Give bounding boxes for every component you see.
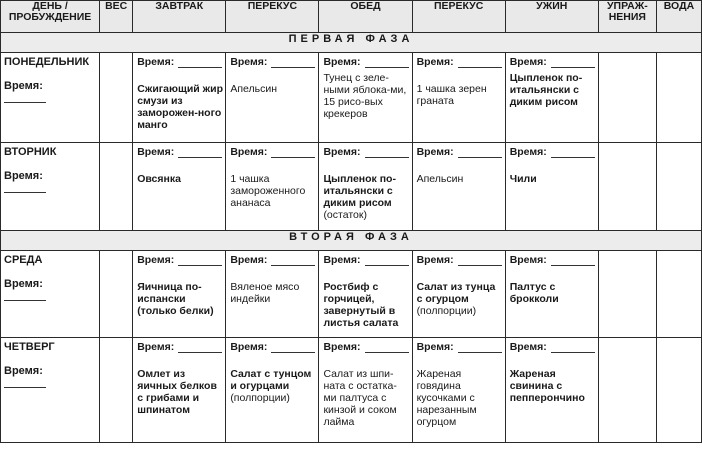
time-label: Время: xyxy=(323,341,361,353)
snack-2-cell xyxy=(412,251,505,338)
dinner-cell xyxy=(505,143,598,231)
time-label: Время: xyxy=(230,56,268,68)
day-name: ЧЕТВЕРГ xyxy=(4,341,55,353)
phase-row-second xyxy=(1,231,702,251)
day-name: СРЕДА xyxy=(4,254,43,266)
header-water: ВОДА xyxy=(656,1,701,33)
header-row xyxy=(1,1,702,33)
meal-text: Жареная свинина с пепперончино xyxy=(509,368,585,404)
meal-note: (остаток) xyxy=(323,209,367,221)
time-label: Время: xyxy=(509,146,547,158)
day-cell-wednesday xyxy=(1,251,100,338)
wake-time-blank[interactable] xyxy=(4,102,46,103)
day-name: ПОНЕДЕЛЬНИК xyxy=(4,56,90,68)
time-label: Время: xyxy=(416,56,454,68)
breakfast-cell xyxy=(133,53,226,143)
time-blank[interactable] xyxy=(551,148,595,158)
day-cell-tuesday xyxy=(1,143,100,231)
time-blank[interactable] xyxy=(551,343,595,353)
time-blank[interactable] xyxy=(551,256,595,266)
meal-text: Чили xyxy=(509,173,537,185)
time-blank[interactable] xyxy=(365,58,409,68)
meal-text: Овсянка xyxy=(137,173,181,185)
time-label: Время: xyxy=(137,56,175,68)
meal-text: Салат с тунцом и огурцами xyxy=(230,368,312,392)
breakfast-cell xyxy=(133,143,226,231)
meal-text: Салат из тунца с огурцом xyxy=(416,281,496,305)
time-blank[interactable] xyxy=(365,256,409,266)
time-label: Время: xyxy=(509,254,547,266)
water-cell[interactable] xyxy=(656,143,701,231)
time-label: Время: xyxy=(230,254,268,266)
snack-2-cell xyxy=(412,143,505,231)
time-blank[interactable] xyxy=(271,58,315,68)
header-day: ДЕНЬ / ПРОБУЖДЕНИЕ xyxy=(1,1,100,33)
phase-title-second: ВТОРАЯ ФАЗА xyxy=(1,231,702,251)
time-label: Время: xyxy=(416,254,454,266)
table-row-wednesday xyxy=(1,251,702,338)
time-blank[interactable] xyxy=(551,58,595,68)
meal-text: Жареная говядина кусочками с нарезанным огурцом xyxy=(416,368,477,428)
time-label: Время: xyxy=(323,254,361,266)
meal-text: Апельсин xyxy=(230,83,278,95)
time-blank[interactable] xyxy=(271,343,315,353)
meal-text: Тунец с зеле-ными яблока-ми, 15 рисо-вых крекеров xyxy=(323,72,407,120)
header-weight: ВЕС xyxy=(100,1,133,33)
time-label: Время: xyxy=(323,56,361,68)
header-exercise: УПРАЖ-НЕНИЯ xyxy=(598,1,656,33)
time-label: Время: xyxy=(137,341,175,353)
snack-2-cell xyxy=(412,53,505,143)
day-cell-thursday xyxy=(1,338,100,443)
time-blank[interactable] xyxy=(458,256,502,266)
time-blank[interactable] xyxy=(178,343,222,353)
time-blank[interactable] xyxy=(178,256,222,266)
dinner-cell xyxy=(505,53,598,143)
meal-text: Апельсин xyxy=(416,173,464,185)
lunch-cell xyxy=(319,143,412,231)
meal-text: Ростбиф с горчицей, завернутый в листья салата xyxy=(323,281,399,329)
wake-time-label: Время: xyxy=(4,80,43,92)
time-label: Время: xyxy=(509,56,547,68)
weight-cell[interactable] xyxy=(100,53,133,143)
time-blank[interactable] xyxy=(178,58,222,68)
day-name: ВТОРНИК xyxy=(4,146,57,158)
table-row-monday xyxy=(1,53,702,143)
dinner-cell xyxy=(505,338,598,443)
meal-text: Цыпленок по-итальянски с диким рисом xyxy=(323,173,396,209)
time-blank[interactable] xyxy=(458,343,502,353)
breakfast-cell xyxy=(133,251,226,338)
time-label: Время: xyxy=(137,146,175,158)
table-row-thursday xyxy=(1,338,702,443)
meal-text: Салат из шпи-ната с остатка-ми палтуса с кинзой и соком лайма xyxy=(323,368,397,428)
time-label: Время: xyxy=(137,254,175,266)
meal-text: 1 чашка замороженного ананаса xyxy=(230,173,306,209)
header-dinner: УЖИН xyxy=(505,1,598,33)
weight-cell[interactable] xyxy=(100,251,133,338)
meal-note: (полпорции) xyxy=(416,305,477,317)
time-label: Время: xyxy=(230,341,268,353)
phase-title-first: ПЕРВАЯ ФАЗА xyxy=(1,33,702,53)
header-breakfast: ЗАВТРАК xyxy=(133,1,226,33)
lunch-cell xyxy=(319,338,412,443)
meal-text: Сжигающий жир смузи из заморожен-ного манго xyxy=(137,83,223,131)
lunch-cell xyxy=(319,53,412,143)
header-snack-2: ПЕРЕКУС xyxy=(412,1,505,33)
weight-cell[interactable] xyxy=(100,143,133,231)
breakfast-cell xyxy=(133,338,226,443)
phase-row-first xyxy=(1,33,702,53)
wake-time-blank[interactable] xyxy=(4,192,46,193)
time-blank[interactable] xyxy=(365,148,409,158)
exercise-cell[interactable] xyxy=(598,338,656,443)
time-label: Время: xyxy=(230,146,268,158)
wake-time-label: Время: xyxy=(4,170,43,182)
time-label: Время: xyxy=(416,146,454,158)
exercise-cell[interactable] xyxy=(598,251,656,338)
exercise-cell[interactable] xyxy=(598,53,656,143)
meal-text: Яичница по-испански (только белки) xyxy=(137,281,214,317)
meal-text: 1 чашка зерен граната xyxy=(416,83,487,107)
meal-note: (полпорции) xyxy=(230,392,290,404)
header-lunch: ОБЕД xyxy=(319,1,412,33)
exercise-cell[interactable] xyxy=(598,143,656,231)
header-snack-1: ПЕРЕКУС xyxy=(226,1,319,33)
time-label: Время: xyxy=(509,341,547,353)
time-label: Время: xyxy=(416,341,454,353)
snack-1-cell xyxy=(226,338,319,443)
table-row-tuesday xyxy=(1,143,702,231)
snack-1-cell xyxy=(226,251,319,338)
time-blank[interactable] xyxy=(178,148,222,158)
weight-cell[interactable] xyxy=(100,338,133,443)
snack-1-cell xyxy=(226,143,319,231)
dinner-cell xyxy=(505,251,598,338)
wake-time-blank[interactable] xyxy=(4,387,46,388)
time-blank[interactable] xyxy=(365,343,409,353)
meal-text: Палтус с брокколи xyxy=(509,281,559,305)
wake-time-label: Время: xyxy=(4,278,43,290)
wake-time-label: Время: xyxy=(4,365,43,377)
time-blank[interactable] xyxy=(271,256,315,266)
snack-2-cell xyxy=(412,338,505,443)
meal-text: Вяленое мясо индейки xyxy=(230,281,300,305)
lunch-cell xyxy=(319,251,412,338)
wake-time-blank[interactable] xyxy=(4,300,46,301)
meal-text: Омлет из яичных белков с грибами и шпинатом xyxy=(137,368,217,416)
water-cell[interactable] xyxy=(656,53,701,143)
time-label: Время: xyxy=(323,146,361,158)
day-cell-monday xyxy=(1,53,100,143)
snack-1-cell xyxy=(226,53,319,143)
time-blank[interactable] xyxy=(458,148,502,158)
water-cell[interactable] xyxy=(656,251,701,338)
time-blank[interactable] xyxy=(271,148,315,158)
time-blank[interactable] xyxy=(458,58,502,68)
meal-text: Цыпленок по-итальянски с диким рисом xyxy=(509,72,583,108)
water-cell[interactable] xyxy=(656,338,701,443)
